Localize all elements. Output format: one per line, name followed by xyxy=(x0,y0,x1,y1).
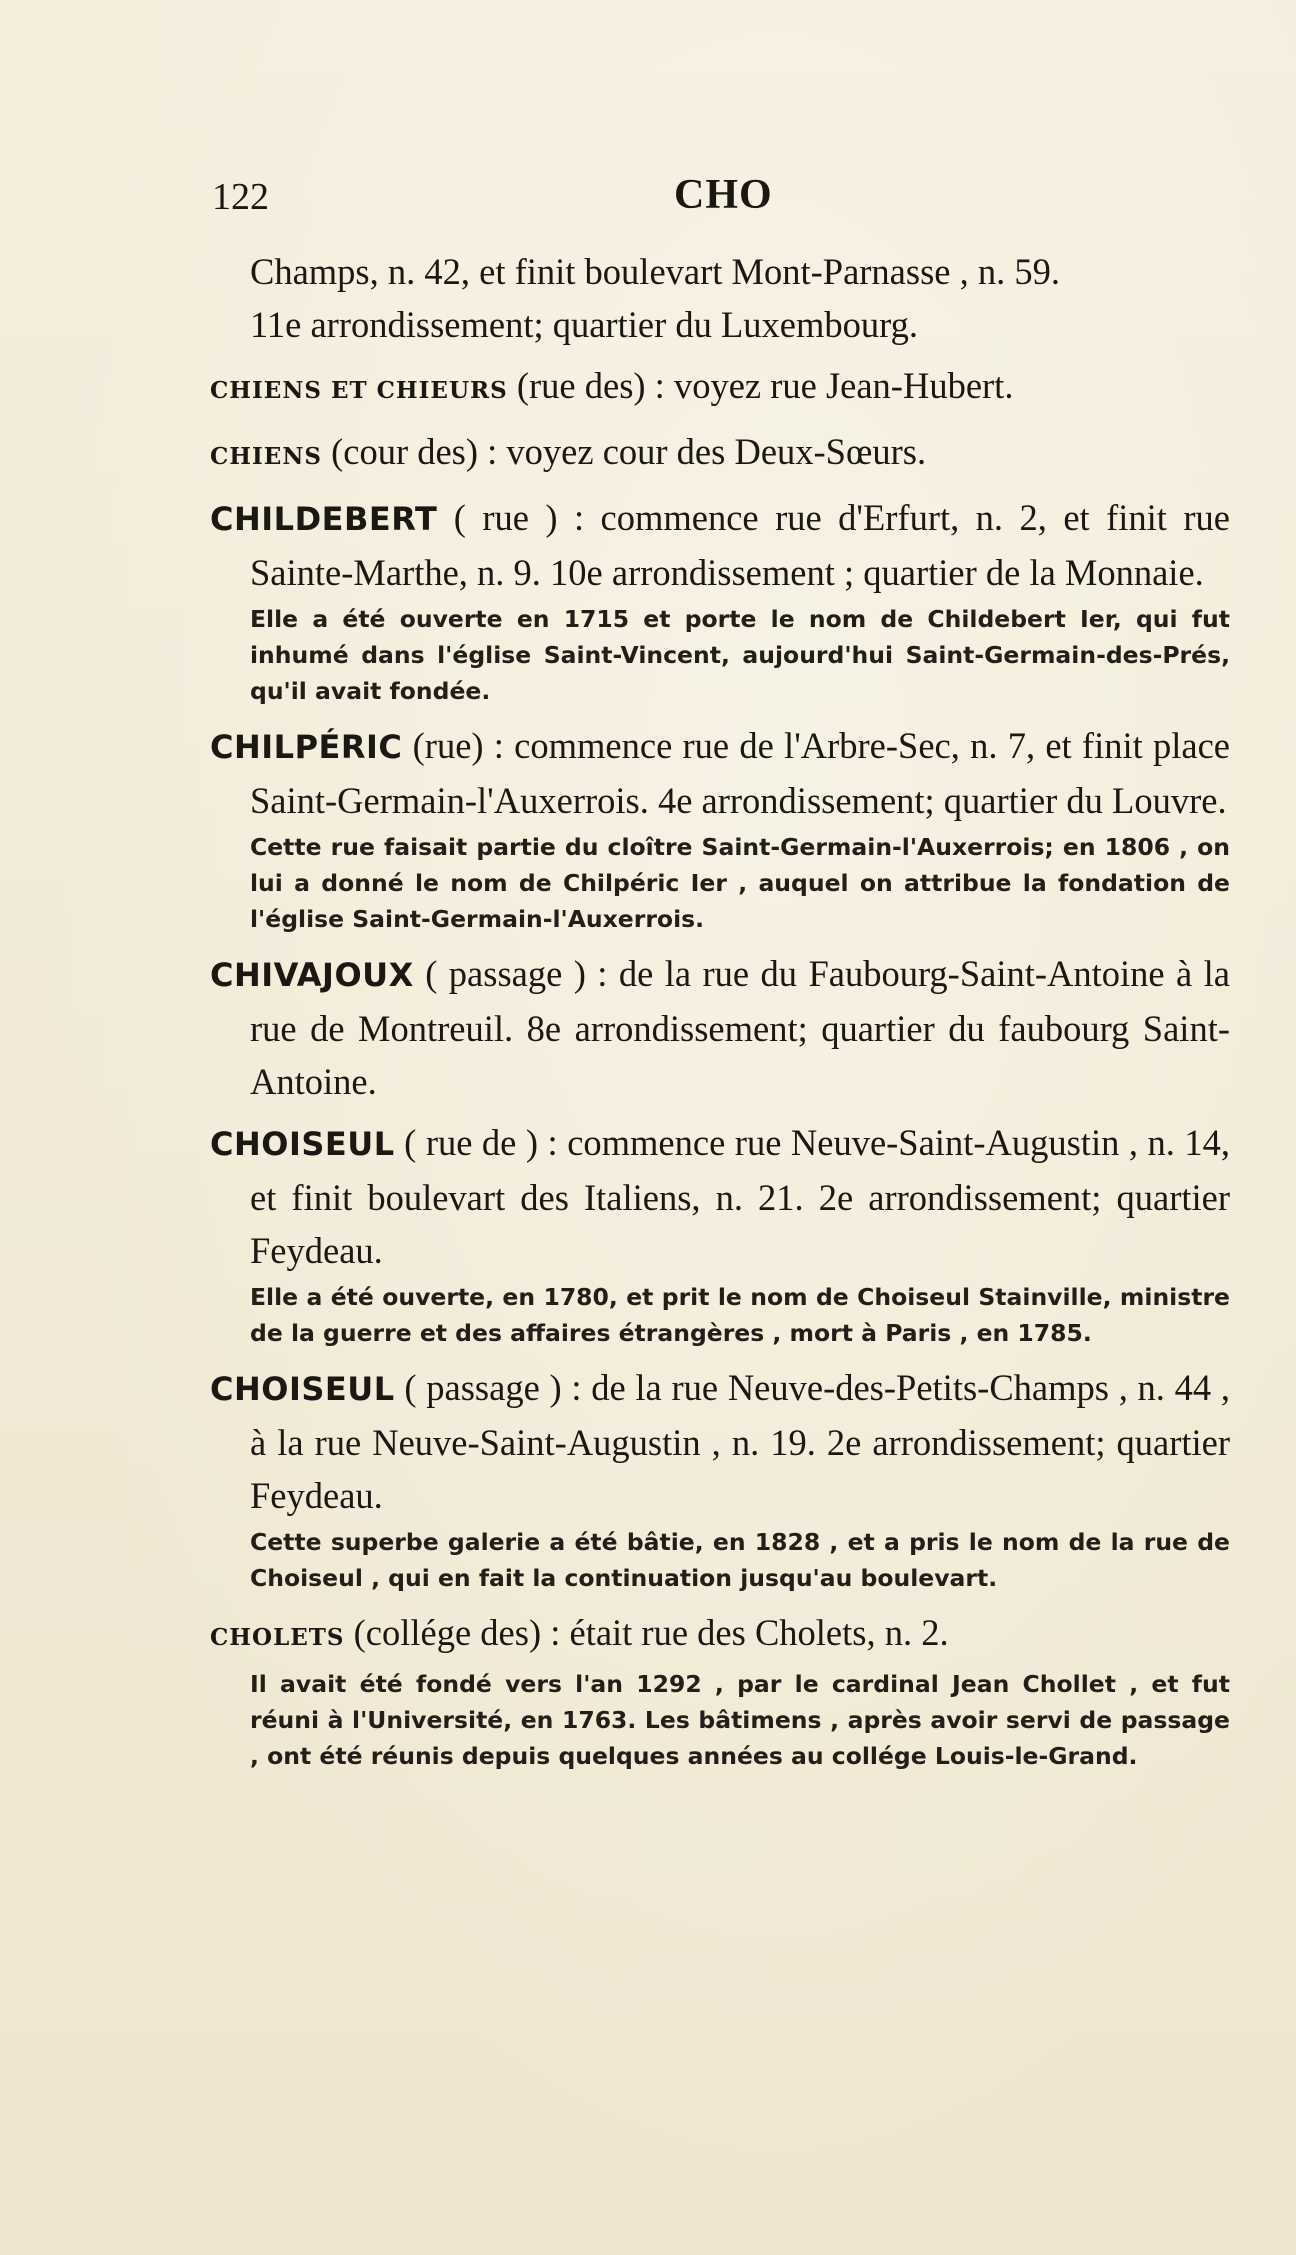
entry-cholets xyxy=(210,1606,1230,1774)
entry-heading: CHIENS ET CHIEURS xyxy=(210,377,508,404)
entry-text: ( passage ) : de la rue du Faubourg-Saint-Antoine à la rue de Montreuil. 8e arrondissement; quartier du faubourg Saint-Antoine. xyxy=(250,953,1230,1102)
entry-heading: CHOISEUL xyxy=(210,1125,395,1163)
page-header xyxy=(212,172,1232,225)
entry-note: Elle a été ouverte, en 1780, et prit le nom de Choiseul Stainville, ministre de la guerre et des affaires étrangères , mort à Paris , en 1785. xyxy=(250,1283,1230,1347)
entry-choiseul-passage xyxy=(210,1361,1230,1596)
entry-choiseul-rue xyxy=(210,1116,1230,1351)
entry-note: Il avait été fondé vers l'an 1292 , par le cardinal Jean Chollet , et fut réuni à l'Université, en 1763. Les bâtimens , après avoir servi de passage , ont été réunis depuis quelques années au collége Louis-le-Grand. xyxy=(250,1670,1230,1770)
entry-text: (rue des) : voyez rue Jean-Hubert. xyxy=(507,365,1014,406)
entry-chilperic xyxy=(210,719,1230,937)
entry-heading: CHILDEBERT xyxy=(210,500,438,538)
entry-heading: CHOLETS xyxy=(210,1624,345,1651)
entry-childebert xyxy=(210,491,1230,709)
entry-chivajoux xyxy=(210,947,1230,1108)
entry-heading: CHOISEUL xyxy=(210,1370,395,1408)
entry-text: ( passage ) : de la rue Neuve-des-Petits-Champs , n. 44 , à la rue Neuve-Saint-Augustin , n. 19. 2e arrondissement; quartier Feydeau. xyxy=(250,1367,1230,1516)
entry-text: (cour des) : voyez cour des Deux-Sœurs. xyxy=(321,431,927,472)
entry-text: ( rue ) : commence rue d'Erfurt, n. 2, et finit rue Sainte-Marthe, n. 9. 10e arrondissement ; quartier de la Monnaie. xyxy=(250,497,1230,593)
entry-note: Elle a été ouverte en 1715 et porte le nom de Childebert Ier, qui fut inhumé dans l'église Saint-Vincent, aujourd'hui Saint-Germain-des-Prés, qu'il avait fondée. xyxy=(250,605,1230,705)
page-content xyxy=(210,245,1230,1784)
entry-note: Cette superbe galerie a été bâtie, en 1828 , et a pris le nom de la rue de Choiseul , qui en fait la continuation jusqu'au boulevart. xyxy=(250,1528,1230,1592)
intro-line-2: 11e arrondissement; quartier du Luxembourg. xyxy=(250,304,918,345)
page-number: 122 xyxy=(212,176,269,218)
intro-line-1: Champs, n. 42, et finit boulevart Mont-Parnasse , n. 59. xyxy=(250,251,1060,292)
entry-heading: CHIVAJOUX xyxy=(210,956,414,994)
entry-chiens xyxy=(210,425,1230,483)
running-head: CHO xyxy=(674,172,773,218)
entry-text: ( rue de ) : commence rue Neuve-Saint-Augustin , n. 14, et finit boulevart des Italiens, n. 21. 2e arrondissement; quartier Feydeau. xyxy=(250,1122,1230,1271)
entry-text: (rue) : commence rue de l'Arbre-Sec, n. 7, et finit place Saint-Germain-l'Auxerrois. 4e arrondissement; quartier du Louvre. xyxy=(250,725,1230,821)
entry-chiens-et-chieurs xyxy=(210,359,1230,417)
entry-heading: CHILPÉRIC xyxy=(210,728,403,766)
entry-text: (collége des) : était rue des Cholets, n. 2. xyxy=(344,1612,949,1653)
entry-note: Cette rue faisait partie du cloître Saint-Germain-l'Auxerrois; en 1806 , on lui a donné le nom de Chilpéric Ier , auquel on attribue la fondation de l'église Saint-Germain-l'Auxerrois. xyxy=(250,833,1230,933)
entry-heading: CHIENS xyxy=(210,443,322,470)
